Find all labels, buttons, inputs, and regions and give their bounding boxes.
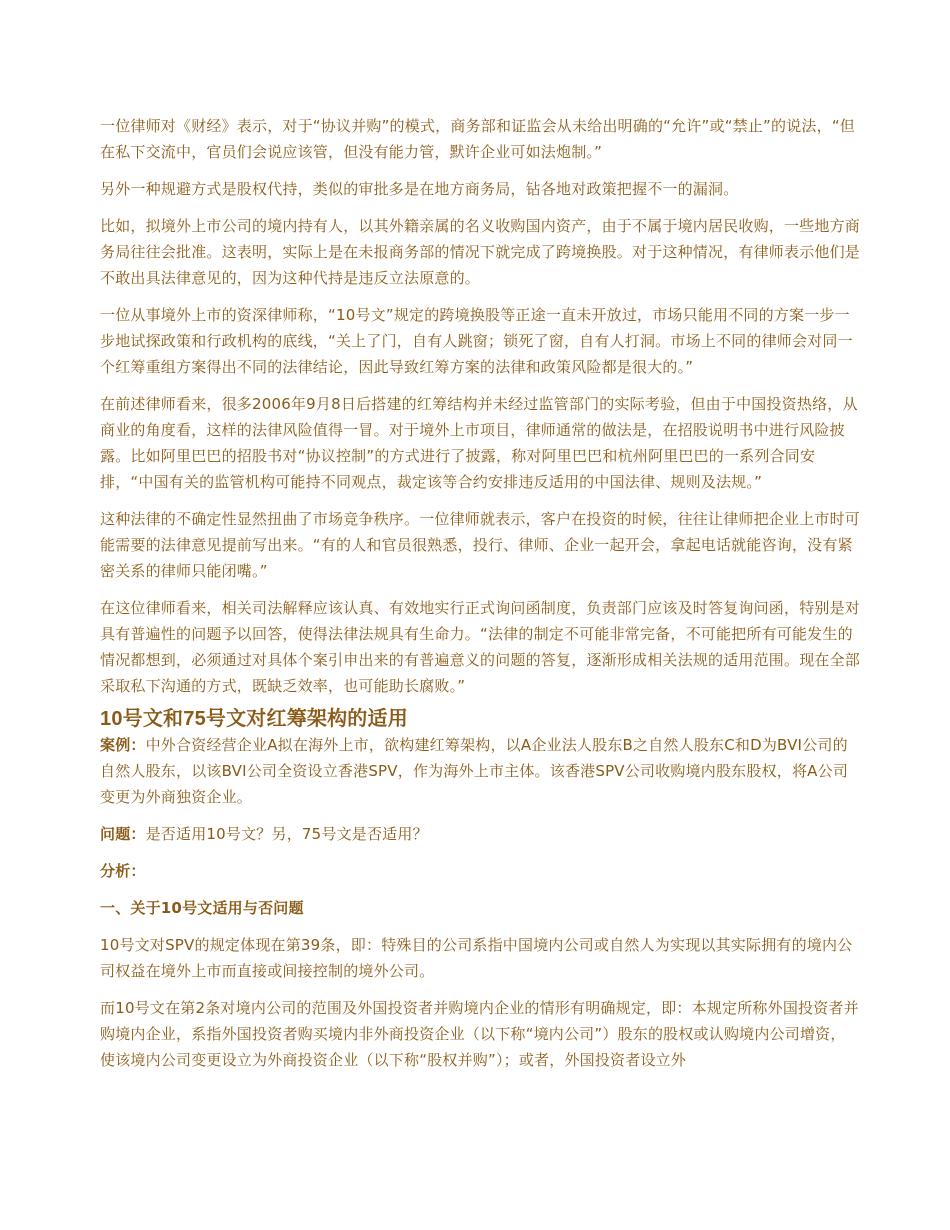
paragraph: 这种法律的不确定性显然扭曲了市场竞争秩序。一位律师就表示，客户在投资的时候，往往让律师把企业上市时可能需要的法律意见提前写出来。“有的人和官员很熟悉，投行、律师、企业一起开会，拿起电话就能咨询，没有紧密关系的律师只能闭嘴。” [100,510,861,580]
analysis-label: 分析： [100,862,146,880]
paragraph: 一位律师对《财经》表示，对于“协议并购”的模式，商务部和证监会从未给出明确的“允许”或“禁止”的说法，“但在私下交流中，官员们会说应该管，但没有能力管，默许企业可如法炮制。” [100,117,856,161]
paragraph: 另外一种规避方式是股权代持，类似的审批多是在地方商务局，钻各地对政策把握不一的漏洞。 [100,180,739,198]
paragraph: 一位从事境外上市的资深律师称，“10号文”规定的跨境换股等正途一直未开放过，市场只能用不同的方案一步一步地试探政策和行政机构的底线，“关上了门，自有人跳窗；锁死了窗，自有人打洞。市场上不同的律师会对同一个红筹重组方案得出不同的法律结论，因此导致红筹方案的法律和政策风险都是很大的。” [100,306,853,376]
case-label: 案例： [100,736,146,754]
case-paragraph [100,732,860,810]
paragraph: 比如，拟境外上市公司的境内持有人，以其外籍亲属的名义收购国内资产，由于不属于境内居民收购，一些地方商务局往往会批准。这表明，实际上是在未报商务部的情况下就完成了跨境换股。对于这种情况，有律师表示他们是不敢出具法律意见的，因为这种代持是违反立法原意的。 [100,217,861,287]
document-page [100,113,860,1084]
paragraph: 10号文对SPV的规定体现在第39条，即：特殊目的公司系指中国境内公司或自然人为实现以其实际拥有的境内公司权益在境外上市而直接或间接控制的境外公司。 [100,936,853,980]
subheading: 一、关于10号文适用与否问题 [100,899,304,917]
question-text: 是否适用10号文？另，75号文是否适用？ [145,825,428,843]
case-text: 中外合资经营企业A拟在海外上市，欲构建红筹架构，以A企业法人股东B之自然人股东C和D为BVI公司的自然人股东，以该BVI公司全资设立香港SPV，作为海外上市主体。该香港SPV公司收购境内股东股权，将A公司变更为外商独资企业。 [100,736,849,806]
paragraph: 而10号文在第2条对境内公司的范围及外国投资者并购境内企业的情形有明确规定，即：本规定所称外国投资者并购境内企业，系指外国投资者购买境内非外商投资企业（以下称“境内公司”）股东的股权或认购境内公司增资，使该境内公司变更设立为外商投资企业（以下称“股权并购”）；或者，外国投资者设立外 [100,999,859,1069]
question-paragraph [100,821,860,847]
paragraph: 在这位律师看来，相关司法解释应该认真、有效地实行正式询问函制度，负责部门应该及时答复询问函，特别是对具有普遍性的问题予以回答，使得法律法规具有生命力。“法律的制定不可能非常完备，不可能把所有可能发生的情况都想到，必须通过对具体个案引申出来的有普遍意义的问题的答复，逐渐形成相关法规的适用范围。现在全部采取私下沟通的方式，既缺乏效率，也可能助长腐败。” [100,599,861,695]
section-heading: 10号文和75号文对红筹架构的适用 [100,708,408,730]
question-label: 问题： [100,825,146,843]
paragraph: 在前述律师看来，很多2006年9月8日后搭建的红筹结构并未经过监管部门的实际考验，但由于中国投资热络，从商业的角度看，这样的法律风险值得一冒。对于境外上市项目，律师通常的做法是，在招股说明书中进行风险披露。比如阿里巴巴的招股书对“协议控制”的方式进行了披露，称对阿里巴巴和杭州阿里巴巴的一系列合同安排，“中国有关的监管机构可能持不同观点，裁定该等合约安排违反适用的中国法律、规则及法规。” [100,395,858,491]
